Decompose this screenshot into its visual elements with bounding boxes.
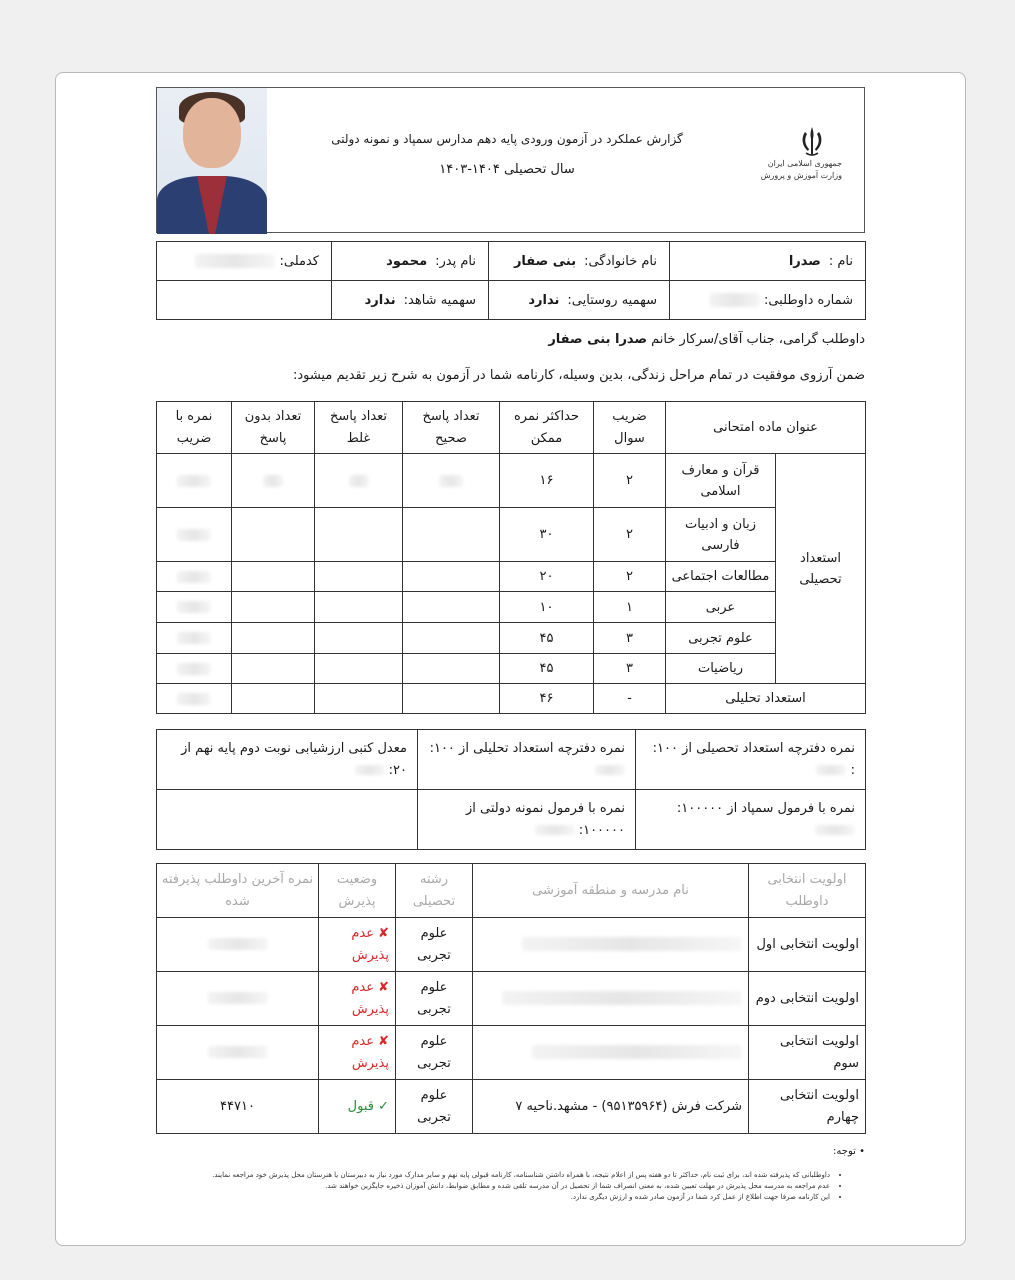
intro-line: ضمن آرزوی موفقیت در تمام مراحل زندگی، بدین وسیله، کارنامه شما در آزمون به شرح زیر تقدیم میشود:	[292, 368, 865, 383]
max-cell: ۲۰	[500, 562, 594, 592]
summary-table	[156, 729, 866, 850]
empty-cell	[157, 281, 332, 320]
correct-cell	[403, 592, 500, 623]
subject-cell: قرآن و معارف اسلامی	[666, 454, 776, 508]
field-cell: علوم تجربی	[396, 972, 473, 1026]
field-cell: علوم تجربی	[396, 1080, 473, 1134]
wrong-cell	[315, 684, 403, 714]
blank-cell	[232, 592, 315, 623]
empty-cell	[157, 790, 418, 850]
field-cell: علوم تجربی	[396, 1026, 473, 1080]
table-row	[157, 1026, 866, 1080]
field-cell: علوم تجربی	[396, 918, 473, 972]
blank-cell	[232, 562, 315, 592]
notes-list	[165, 1170, 840, 1203]
correct-cell	[403, 562, 500, 592]
blank-cell	[232, 654, 315, 684]
coef-cell: ۲	[594, 562, 666, 592]
wrong-cell	[315, 654, 403, 684]
col-weighted: نمره با ضریب	[157, 402, 232, 454]
priority-cell: اولویت انتخابی دوم	[749, 972, 866, 1026]
emblem-line1: جمهوری اسلامی ایران	[767, 159, 842, 168]
emblem-icon	[795, 124, 829, 158]
max-cell: ۱۰	[500, 592, 594, 623]
ministry-emblem	[760, 124, 842, 182]
correct-cell	[403, 508, 500, 562]
report-title: گزارش عملکرد در آزمون ورودی پایه دهم مدارس سمپاد و نمونه دولتی	[331, 132, 683, 146]
wrong-cell	[315, 592, 403, 623]
student-info-table	[156, 241, 866, 320]
top-bar	[0, 0, 1015, 22]
status-cell: ✓ قبول	[319, 1080, 396, 1134]
emblem-line2: وزارت آموزش و پرورش	[760, 171, 842, 180]
status-cell: ✘ عدم پذیرش	[319, 918, 396, 972]
correct-cell	[403, 623, 500, 654]
last-score-cell	[157, 1026, 319, 1080]
subject-cell: زبان و ادبیات فارسی	[666, 508, 776, 562]
priority-cell: اولویت انتخابی سوم	[749, 1026, 866, 1080]
gpa-score: معدل کتبی ارزشیابی نوبت دوم پایه نهم از ۲۰:	[157, 730, 418, 790]
col-subject: عنوان ماده امتحانی	[666, 402, 866, 454]
table-row	[157, 623, 866, 654]
table-row	[157, 972, 866, 1026]
last-score-cell	[157, 918, 319, 972]
subject-cell: علوم تجربی	[666, 623, 776, 654]
col-priority: اولویت انتخابی داوطلب	[749, 864, 866, 918]
table-row	[157, 918, 866, 972]
correct-cell	[403, 454, 500, 508]
blank-cell	[232, 623, 315, 654]
weighted-cell	[157, 654, 232, 684]
father-name-cell: نام پدر:محمود	[332, 242, 489, 281]
status-cell: ✘ عدم پذیرش	[319, 972, 396, 1026]
sampad-formula-score: نمره با فرمول سمپاد از ۱۰۰۰۰۰:	[636, 790, 866, 850]
coef-cell: ۲	[594, 508, 666, 562]
wrong-cell	[315, 562, 403, 592]
col-correct: تعداد پاسخ صحیح	[403, 402, 500, 454]
scores-table	[156, 401, 866, 714]
school-cell	[473, 972, 749, 1026]
last-score-cell: ۴۴۷۱۰	[157, 1080, 319, 1134]
analytic-subject-cell: استعداد تحلیلی	[666, 684, 866, 714]
school-cell	[473, 918, 749, 972]
note-item: • داوطلبانی که پذیرفته شده اند، برای ثبت نام، حداکثر تا دو هفته پس از اعلام نتیجه، با همراه داشتن شناسنامه، کارنامه قبولی پایه نهم و سایر مدارک مورد نیاز به دبیرستان یا هنرستان محل پذیرش خود مراجعه نمایند.	[165, 1170, 830, 1181]
table-row	[157, 508, 866, 562]
priority-cell: اولویت انتخابی اول	[749, 918, 866, 972]
subject-cell: عربی	[666, 592, 776, 623]
report-header	[156, 87, 865, 233]
col-field: رشته تحصیلی	[396, 864, 473, 918]
blank-cell	[232, 684, 315, 714]
notes-title: • توجه:	[833, 1146, 865, 1157]
school-cell: شرکت فرش (۹۵۱۳۵۹۶۴) - مشهد.ناحیه ۷	[473, 1080, 749, 1134]
weighted-cell	[157, 562, 232, 592]
table-row	[157, 592, 866, 623]
wrong-cell	[315, 623, 403, 654]
priority-cell: اولویت انتخابی چهارم	[749, 1080, 866, 1134]
coef-cell: -	[594, 684, 666, 714]
max-cell: ۴۵	[500, 654, 594, 684]
coef-cell: ۲	[594, 454, 666, 508]
coef-cell: ۳	[594, 623, 666, 654]
max-cell: ۳۰	[500, 508, 594, 562]
wrong-cell	[315, 508, 403, 562]
academic-booklet-score: نمره دفترچه استعداد تحصیلی از ۱۰۰: :	[636, 730, 866, 790]
coef-cell: ۱	[594, 592, 666, 623]
correct-cell	[403, 654, 500, 684]
max-cell: ۴۶	[500, 684, 594, 714]
shahed-quota-cell: سهمیه شاهد:ندارد	[332, 281, 489, 320]
first-name-cell: نام :صدرا	[670, 242, 866, 281]
weighted-cell	[157, 592, 232, 623]
table-row	[157, 562, 866, 592]
blank-cell	[232, 508, 315, 562]
table-row	[157, 654, 866, 684]
weighted-cell	[157, 623, 232, 654]
subject-cell: مطالعات اجتماعی	[666, 562, 776, 592]
col-max: حداکثر نمره ممکن	[500, 402, 594, 454]
weighted-cell	[157, 684, 232, 714]
weighted-cell	[157, 508, 232, 562]
greeting-line: داوطلب گرامی، جناب آقای/سرکار خانم صدرا بنی صفار	[548, 332, 865, 347]
col-coef: ضریب سوال	[594, 402, 666, 454]
col-wrong: تعداد پاسخ غلط	[315, 402, 403, 454]
table-row	[157, 1080, 866, 1134]
family-name-cell: نام خانوادگی:بنی صفار	[489, 242, 670, 281]
applicant-number-cell: شماره داوطلبی:	[670, 281, 866, 320]
col-school: نام مدرسه و منطقه آموزشی	[473, 864, 749, 918]
student-photo	[157, 88, 267, 234]
academic-year: سال تحصیلی ۱۴۰۴-۱۴۰۳	[439, 162, 575, 177]
status-cell: ✘ عدم پذیرش	[319, 1026, 396, 1080]
coef-cell: ۳	[594, 654, 666, 684]
weighted-cell	[157, 454, 232, 508]
last-score-cell	[157, 972, 319, 1026]
national-code-cell: کدملی:	[157, 242, 332, 281]
table-row	[157, 454, 866, 508]
school-choices-table	[156, 863, 866, 1134]
note-item: • این کارنامه صرفا جهت اطلاع از عمل کرد شما در آزمون صادر شده و ارزش دیگری ندارد.	[165, 1192, 830, 1203]
subject-cell: ریاضیات	[666, 654, 776, 684]
group-label: استعداد تحصیلی	[776, 454, 866, 684]
correct-cell	[403, 684, 500, 714]
table-row	[157, 684, 866, 714]
col-blank: تعداد بدون پاسخ	[232, 402, 315, 454]
wrong-cell	[315, 454, 403, 508]
max-cell: ۴۵	[500, 623, 594, 654]
blank-cell	[232, 454, 315, 508]
col-last-score: نمره آخرین داوطلب پذیرفته شده	[157, 864, 319, 918]
school-cell	[473, 1026, 749, 1080]
nemoone-formula-score: نمره با فرمول نمونه دولتی از ۱۰۰۰۰۰:	[418, 790, 636, 850]
max-cell: ۱۶	[500, 454, 594, 508]
col-status: وضعیت پذیرش	[319, 864, 396, 918]
rural-quota-cell: سهمیه روستایی:ندارد	[489, 281, 670, 320]
analytic-booklet-score: نمره دفترچه استعداد تحلیلی از ۱۰۰:	[418, 730, 636, 790]
note-item: • عدم مراجعه به مدرسه محل پذیرش در مهلت تعیین شده، به معنی انصراف شما از تحصیل در آن مدرسه تلقی شده و مطابق ضوابط، دانش آموزان ذخیره جایگزین خواهند شد.	[165, 1181, 830, 1192]
